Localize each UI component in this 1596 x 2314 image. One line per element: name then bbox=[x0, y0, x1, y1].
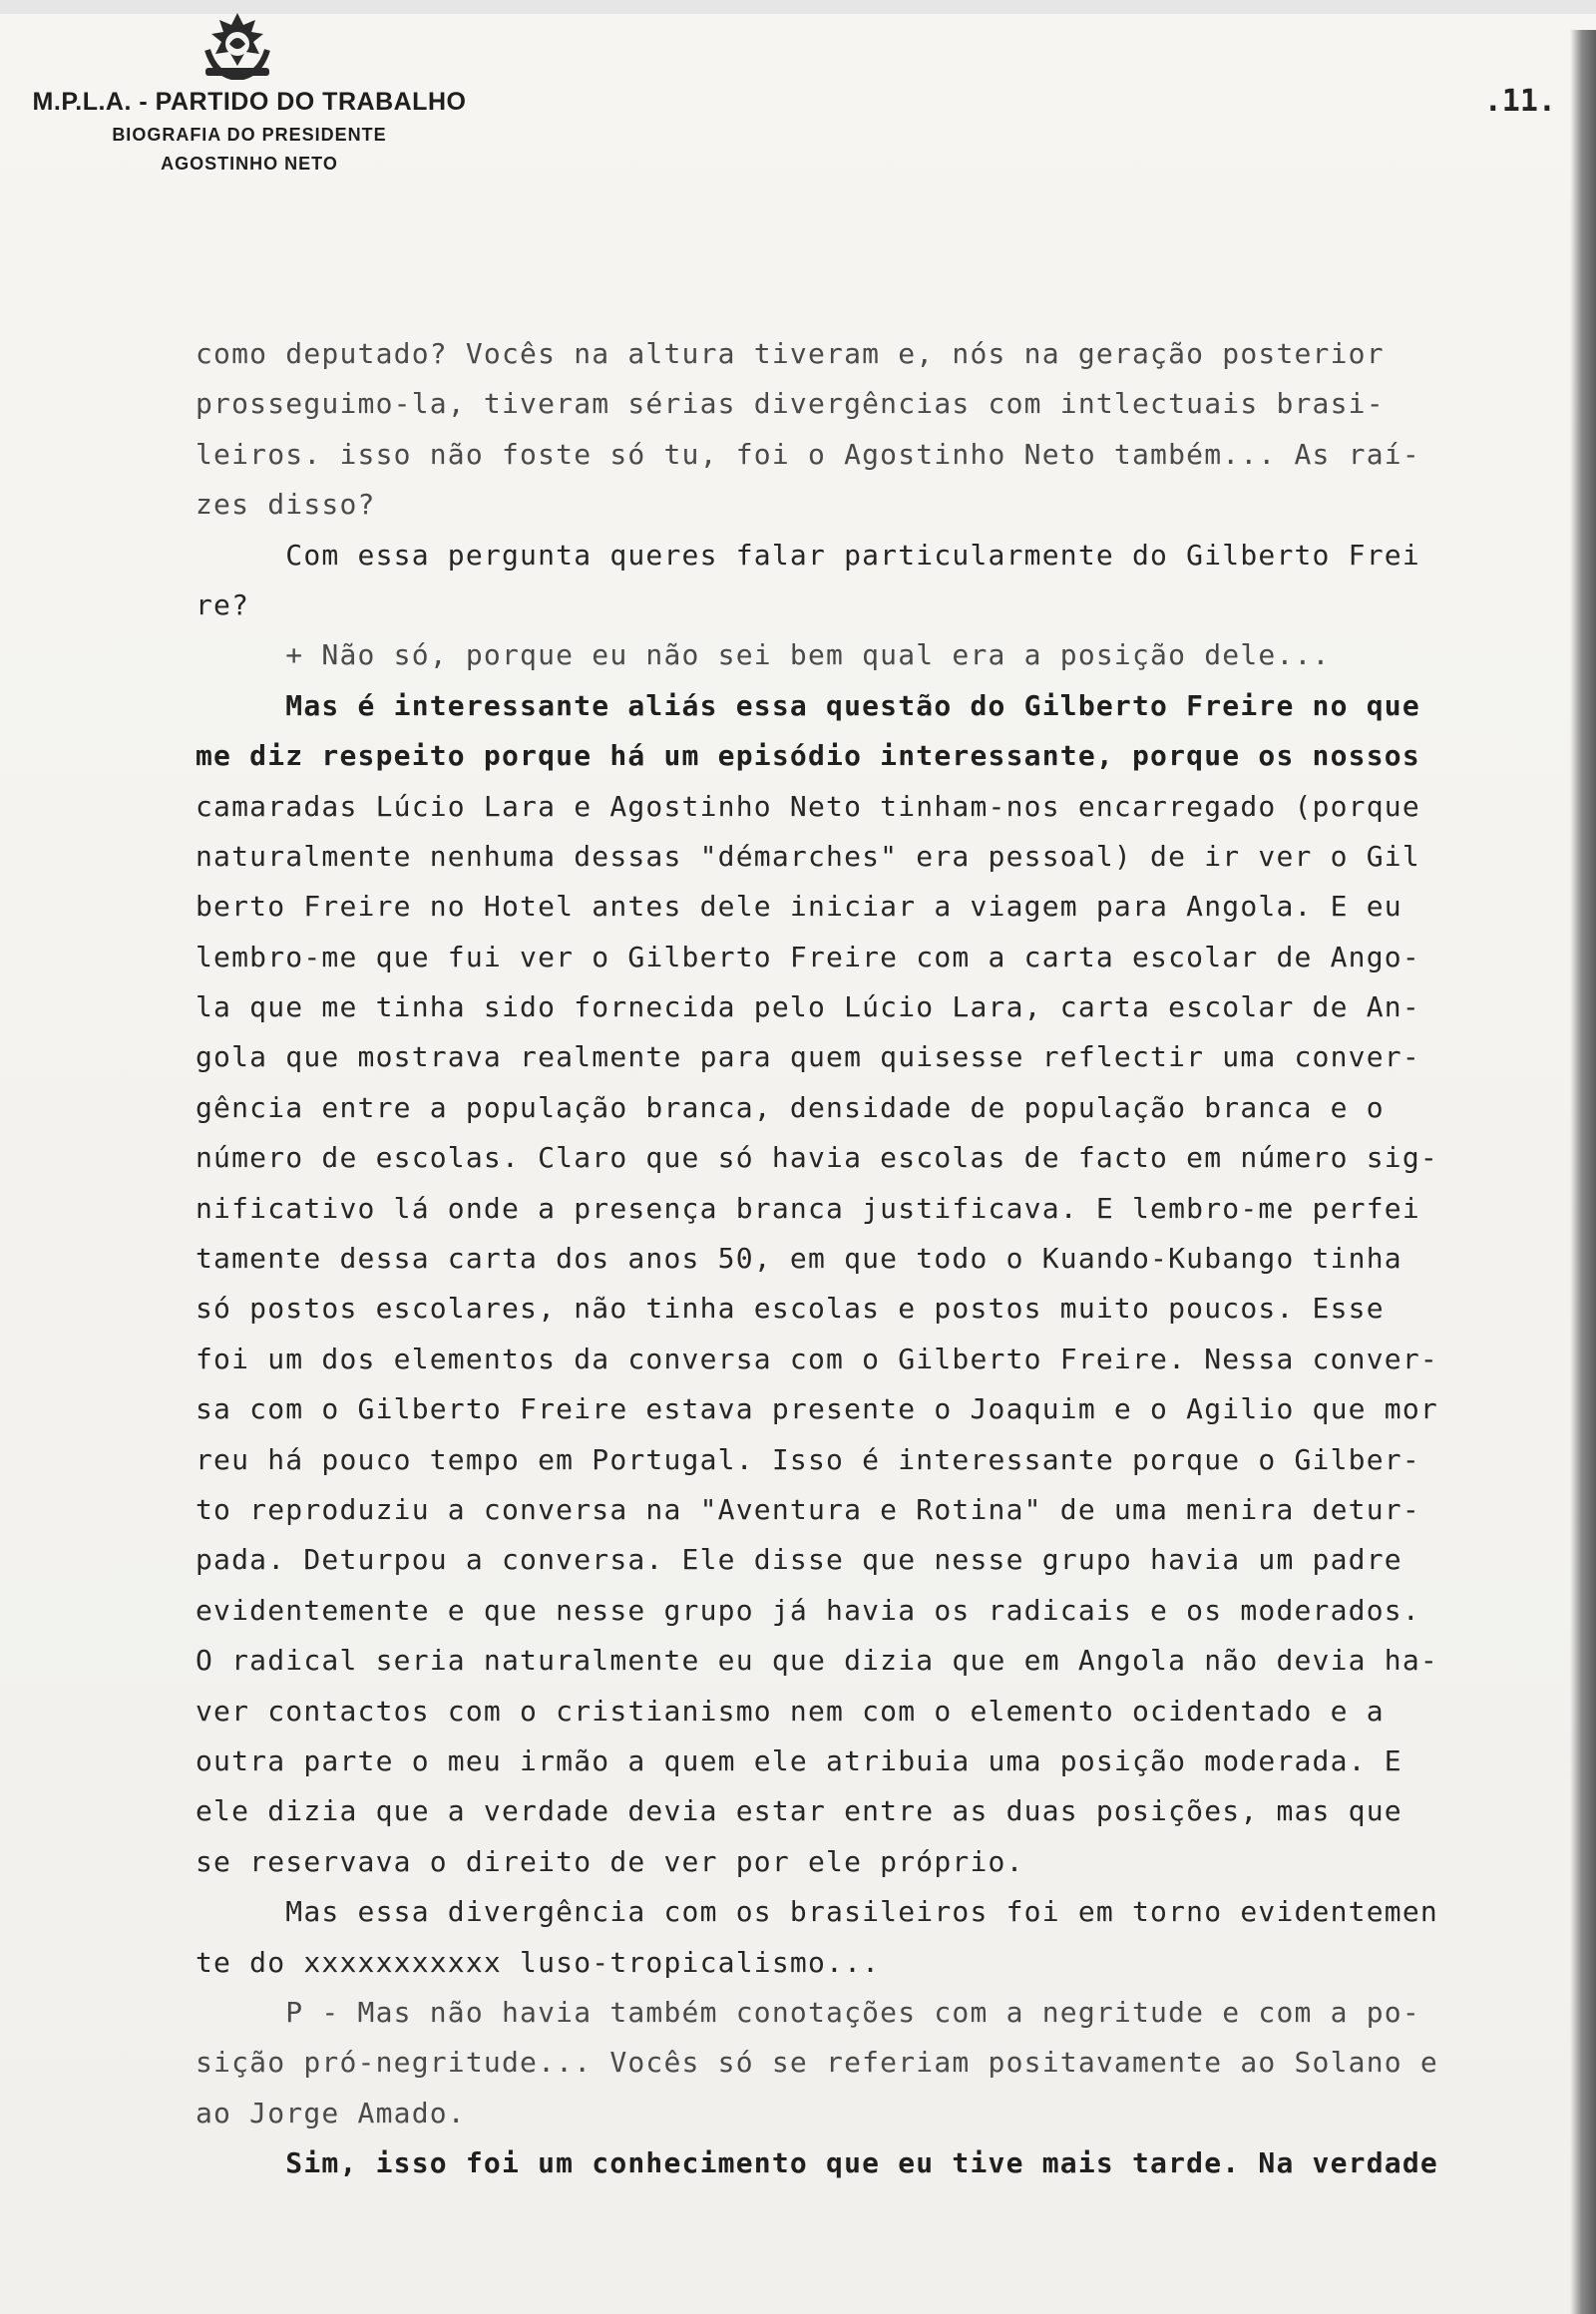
text-line: camaradas Lúcio Lara e Agostinho Neto tinham-nos encarregado (porque bbox=[196, 789, 1420, 823]
text-line: foi um dos elementos da conversa com o Gilberto Freire. Nessa conver- bbox=[196, 1342, 1438, 1375]
text-line: gência entre a população branca, densidade de população branca e o bbox=[196, 1090, 1385, 1124]
document-header bbox=[0, 88, 499, 175]
text-line: zes disso? bbox=[196, 488, 376, 522]
text-line: como deputado? Vocês na altura tiveram e, nós na geração posterior bbox=[196, 337, 1385, 370]
text-line: ao Jorge Amado. bbox=[196, 2096, 466, 2129]
text-line: evidentemente e que nesse grupo já havia os radicais e os moderados. bbox=[196, 1593, 1420, 1627]
text-line: leiros. isso não foste só tu, foi o Agostinho Neto também... As raí- bbox=[196, 437, 1420, 471]
party-emblem-icon bbox=[200, 10, 275, 80]
text-line: ele dizia que a verdade devia estar entre as duas posições, mas que bbox=[196, 1794, 1402, 1828]
text-line: O radical seria naturalmente eu que dizia que em Angola não devia ha- bbox=[196, 1644, 1438, 1678]
text-line: la que me tinha sido fornecida pelo Lúcio Lara, carta escolar de An- bbox=[196, 990, 1420, 1024]
body-text bbox=[196, 329, 1572, 2188]
text-line: to reproduziu a conversa na "Aventura e Rotina" de uma menira detur- bbox=[196, 1492, 1420, 1526]
scan-edge-shadow bbox=[1570, 30, 1596, 2314]
text-line: P - Mas não havia também conotações com a negritude e com a po- bbox=[196, 1995, 1420, 2029]
text-line: naturalmente nenhuma dessas "démarches" era pessoal) de ir ver o Gil bbox=[196, 839, 1420, 873]
text-line: sição pró-negritude... Vocês só se referiam positavamente ao Solano e bbox=[196, 2046, 1438, 2080]
text-line: nificativo lá onde a presença branca justificava. E lembro-me perfei bbox=[196, 1191, 1420, 1225]
text-line: pada. Deturpou a conversa. Ele disse que nesse grupo havia um padre bbox=[196, 1543, 1402, 1577]
text-line: berto Freire no Hotel antes dele iniciar a viagem para Angola. E eu bbox=[196, 890, 1402, 924]
text-line: re? bbox=[196, 587, 250, 621]
text-line: prosseguimo-la, tiveram sérias divergências com intlectuais brasi- bbox=[196, 387, 1385, 421]
text-line: se reservava o direito de ver por ele próprio. bbox=[196, 1844, 1024, 1878]
text-line: gola que mostrava realmente para quem quisesse reflectir uma conver- bbox=[196, 1040, 1420, 1074]
text-line: tamente dessa carta dos anos 50, em que todo o Kuando-Kubango tinha bbox=[196, 1242, 1402, 1276]
text-line: Sim, isso foi um conhecimento que eu tive mais tarde. Na verdade bbox=[196, 2146, 1438, 2180]
text-line: te do xxxxxxxxxxx luso-tropicalismo... bbox=[196, 1945, 881, 1979]
party-name: M.P.L.A. - PARTIDO DO TRABALHO bbox=[32, 88, 467, 116]
page-number: .11. bbox=[1483, 84, 1556, 119]
header-biography: BIOGRAFIA DO PRESIDENTE bbox=[112, 125, 387, 145]
text-line: só postos escolares, não tinha escolas e postos muito poucos. Esse bbox=[196, 1292, 1385, 1326]
text-line: Mas é interessante aliás essa questão do Gilberto Freire no que bbox=[196, 688, 1420, 722]
text-line: ver contactos com o cristianismo nem com o elemento ocidentado e a bbox=[196, 1694, 1385, 1728]
text-line: Com essa pergunta queres falar particularmente do Gilberto Frei bbox=[196, 538, 1420, 572]
text-line: sa com o Gilberto Freire estava presente o Joaquim e o Agilio que mor bbox=[196, 1392, 1438, 1426]
text-line: + Não só, porque eu não sei bem qual era a posição dele... bbox=[196, 638, 1331, 672]
text-line: me diz respeito porque há um episódio interessante, porque os nossos bbox=[196, 739, 1420, 773]
header-president: AGOSTINHO NETO bbox=[161, 154, 338, 174]
text-line: outra parte o meu irmão a quem ele atribuia uma posição moderada. E bbox=[196, 1743, 1402, 1777]
text-line: reu há pouco tempo em Portugal. Isso é interessante porque o Gilber- bbox=[196, 1442, 1420, 1476]
text-line: número de escolas. Claro que só havia escolas de facto em número sig- bbox=[196, 1141, 1438, 1175]
text-line: lembro-me que fui ver o Gilberto Freire com a carta escolar de Ango- bbox=[196, 940, 1420, 973]
text-line: Mas essa divergência com os brasileiros foi em torno evidentemen bbox=[196, 1895, 1438, 1929]
